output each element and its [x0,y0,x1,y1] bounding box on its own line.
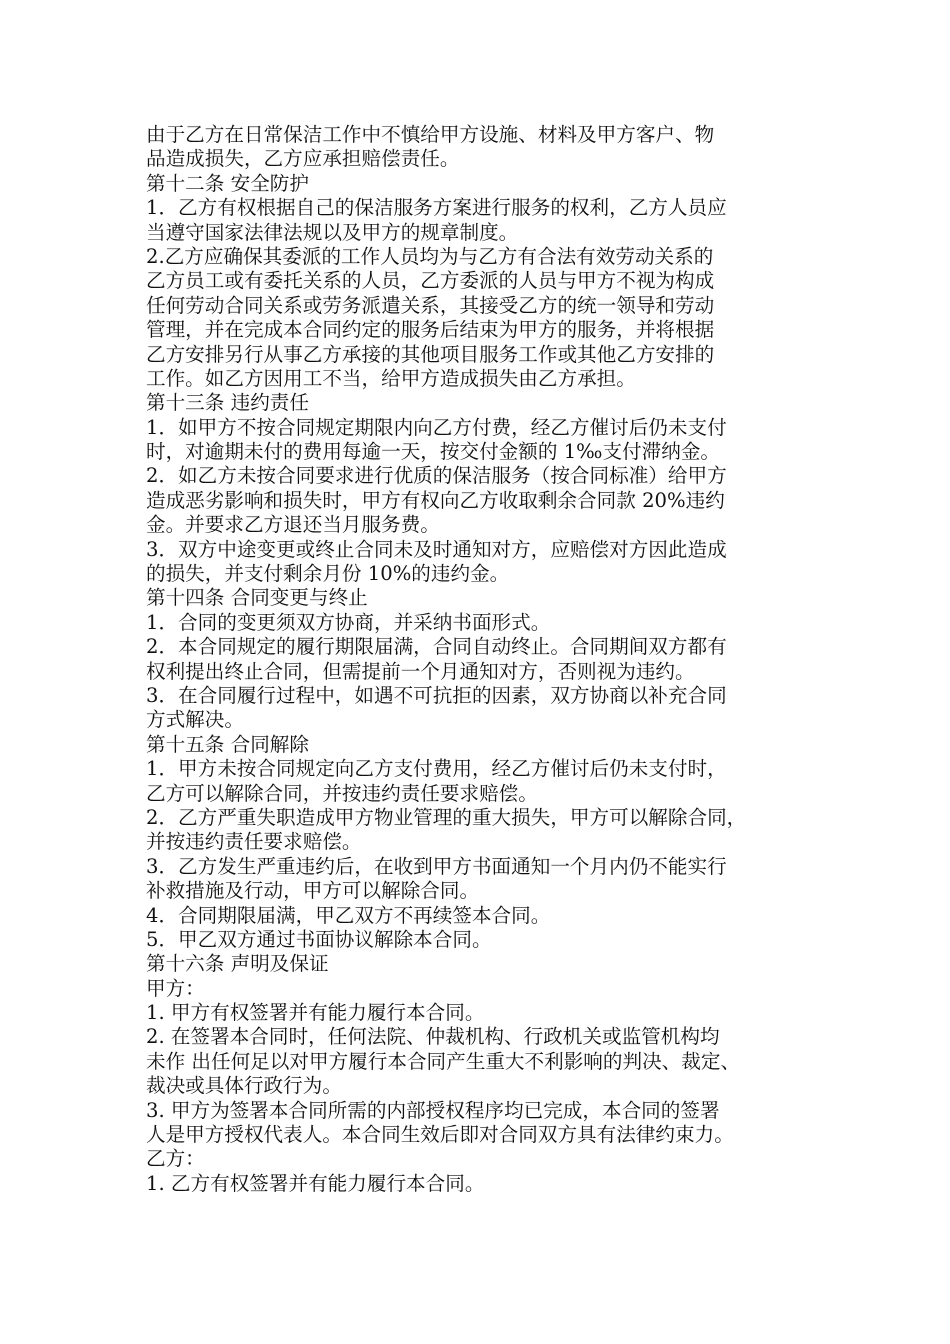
text-line: 2．如乙方未按合同要求进行优质的保洁服务（按合同标准）给甲方 [146,464,727,488]
text-line: 2．乙方严重失职造成甲方物业管理的重大损失，甲方可以解除合同， [146,805,747,829]
text-line: 并按违约责任要求赔偿。 [146,830,362,854]
text-line: 未作 出任何足以对甲方履行本合同产生重大不利影响的判决、裁定、 [146,1049,741,1073]
text-line: 3. 甲方为签署本合同所需的内部授权程序均已完成，本合同的签署 [146,1098,720,1122]
text-line: 管理，并在完成本合同约定的服务后结束为甲方的服务，并将根据 [146,318,715,342]
text-line: 1. 乙方有权签署并有能力履行本合同。 [146,1171,485,1195]
text-line: 的损失，并支付剩余月份 10%的违约金。 [146,562,510,586]
text-line: 5．甲乙双方通过书面协议解除本合同。 [146,927,492,951]
text-line: 1. 甲方有权签署并有能力履行本合同。 [146,1001,485,1025]
text-line: 任何劳动合同关系或劳务派遣关系，其接受乙方的统一领导和劳动 [146,293,715,317]
text-line: 权利提出终止合同，但需提前一个月通知对方，否则视为违约。 [146,659,695,683]
text-line: 方式解决。 [146,708,244,732]
text-line: 时，对逾期未付的费用每逾一天，按交付金额的 1‰支付滞纳金。 [146,440,721,464]
text-line: 补救措施及行动，甲方可以解除合同。 [146,879,480,903]
text-line: 1．甲方未按合同规定向乙方支付费用，经乙方催讨后仍未支付时， [146,757,727,781]
party-label: 甲方： [146,976,205,1000]
text-line: 金。并要求乙方退还当月服务费。 [146,513,440,537]
text-line: 工作。如乙方因用工不当，给甲方造成损失由乙方承担。 [146,366,636,390]
text-line: 3．乙方发生严重违约后，在收到甲方书面通知一个月内仍不能实行 [146,854,727,878]
party-label: 乙方： [146,1147,205,1171]
text-line: 由于乙方在日常保洁工作中不慎给甲方设施、材料及甲方客户、物 [146,123,715,146]
section-heading: 第十四条 合同变更与终止 [146,586,368,610]
text-line: 2.乙方应确保其委派的工作人员均为与乙方有合法有效劳动关系的 [146,244,714,268]
text-line: 3．双方中途变更或终止合同未及时通知对方，应赔偿对方因此造成 [146,537,727,561]
text-line: 3．在合同履行过程中，如遇不可抗拒的因素，双方协商以补充合同 [146,683,727,707]
text-line: 品造成损失，乙方应承担赔偿责任。 [146,147,460,171]
text-line: 裁决或具体行政行为。 [146,1074,342,1098]
text-line: 2. 在签署本合同时，任何法院、仲裁机构、行政机关或监管机构均 [146,1025,720,1049]
text-line: 乙方安排另行从事乙方承接的其他项目服务工作或其他乙方安排的 [146,342,715,366]
contract-page [146,123,816,1196]
text-line: 当遵守国家法律法规以及甲方的规章制度。 [146,220,519,244]
text-line: 造成恶劣影响和损失时，甲方有权向乙方收取剩余合同款 20%违约 [146,488,725,512]
text-line: 1．如甲方不按合同规定期限内向乙方付费，经乙方催讨后仍未支付 [146,415,727,439]
text-line: 4．合同期限届满，甲乙双方不再续签本合同。 [146,903,551,927]
text-line: 乙方可以解除合同，并按违约责任要求赔偿。 [146,781,538,805]
section-heading: 第十六条 声明及保证 [146,952,329,976]
text-line: 1．合同的变更须双方协商，并采纳书面形式。 [146,610,551,634]
text-line: 人是甲方授权代表人。本合同生效后即对合同双方具有法律约束力。 [146,1123,734,1147]
section-heading: 第十五条 合同解除 [146,732,309,756]
text-line: 2．本合同规定的履行期限届满，合同自动终止。合同期间双方都有 [146,635,727,659]
section-heading: 第十二条 安全防护 [146,171,309,195]
text-line: 乙方员工或有委托关系的人员，乙方委派的人员与甲方不视为构成 [146,269,715,293]
text-line: 1．乙方有权根据自己的保洁服务方案进行服务的权利，乙方人员应 [146,196,727,220]
section-heading: 第十三条 违约责任 [146,391,309,415]
